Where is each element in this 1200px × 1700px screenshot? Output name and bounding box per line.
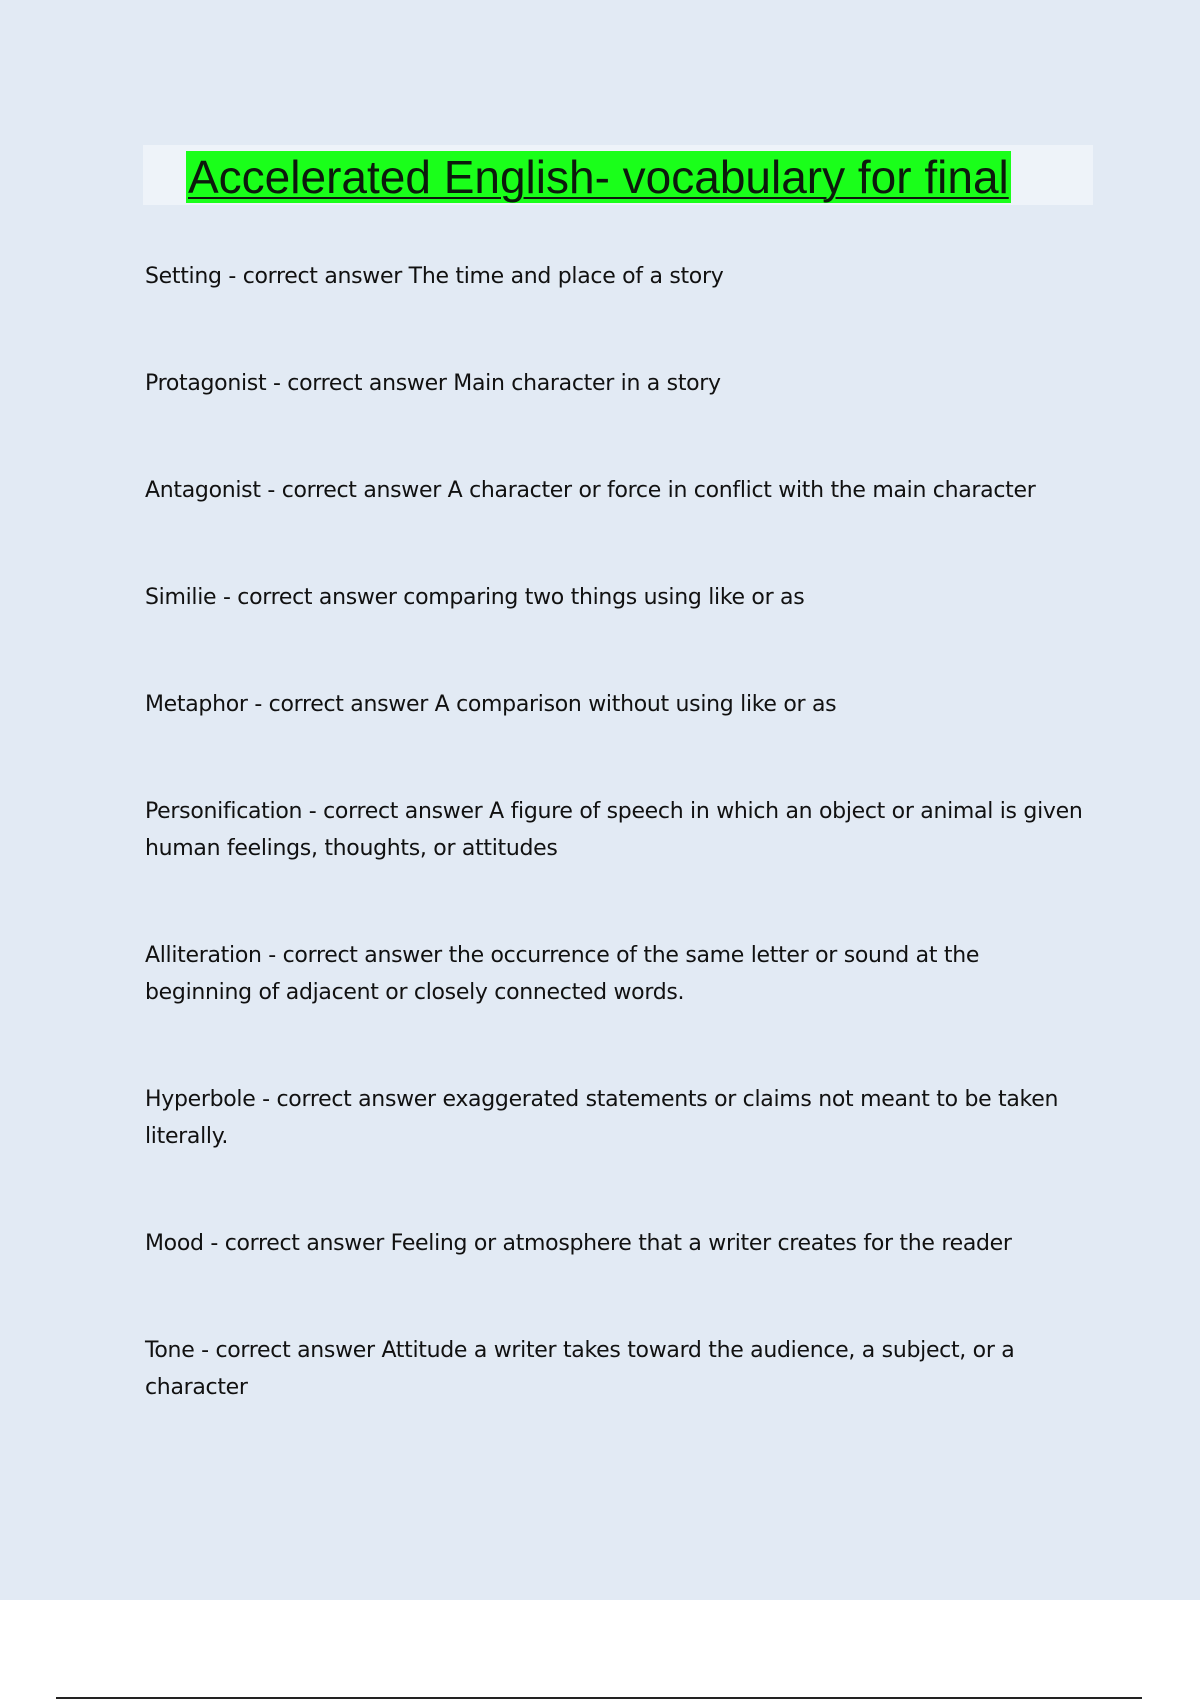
vocab-entry-protagonist: Protagonist - correct answer Main character in a story — [145, 371, 721, 396]
vocab-entry-metaphor: Metaphor - correct answer A comparison without using like or as — [145, 692, 837, 717]
vocab-entry-similie: Similie - correct answer comparing two things using like or as — [145, 585, 805, 610]
vocab-entry-hyperbole: Hyperbole - correct answer exaggerated statements or claims not meant to be taken literally. — [145, 1087, 1059, 1149]
vocab-entry-setting: Setting - correct answer The time and place of a story — [145, 264, 724, 289]
vocab-entry-personification: Personification - correct answer A figure of speech in which an object or animal is given human feelings, thoughts, or attitudes — [145, 799, 1083, 861]
vocab-entry-antagonist: Antagonist - correct answer A character or force in conflict with the main character — [145, 478, 1036, 503]
document-title: Accelerated English- vocabulary for final — [188, 151, 1009, 203]
vocab-entry-alliteration: Alliteration - correct answer the occurrence of the same letter or sound at the beginning of adjacent or closely connected words. — [145, 943, 980, 1005]
vocab-entry-tone: Tone - correct answer Attitude a writer takes toward the audience, a subject, or a character — [145, 1338, 1015, 1400]
footer-divider — [56, 1697, 1142, 1699]
title-bar — [143, 145, 1093, 205]
vocabulary-list — [145, 258, 1085, 1406]
vocab-entry-mood: Mood - correct answer Feeling or atmosphere that a writer creates for the reader — [145, 1231, 1012, 1256]
